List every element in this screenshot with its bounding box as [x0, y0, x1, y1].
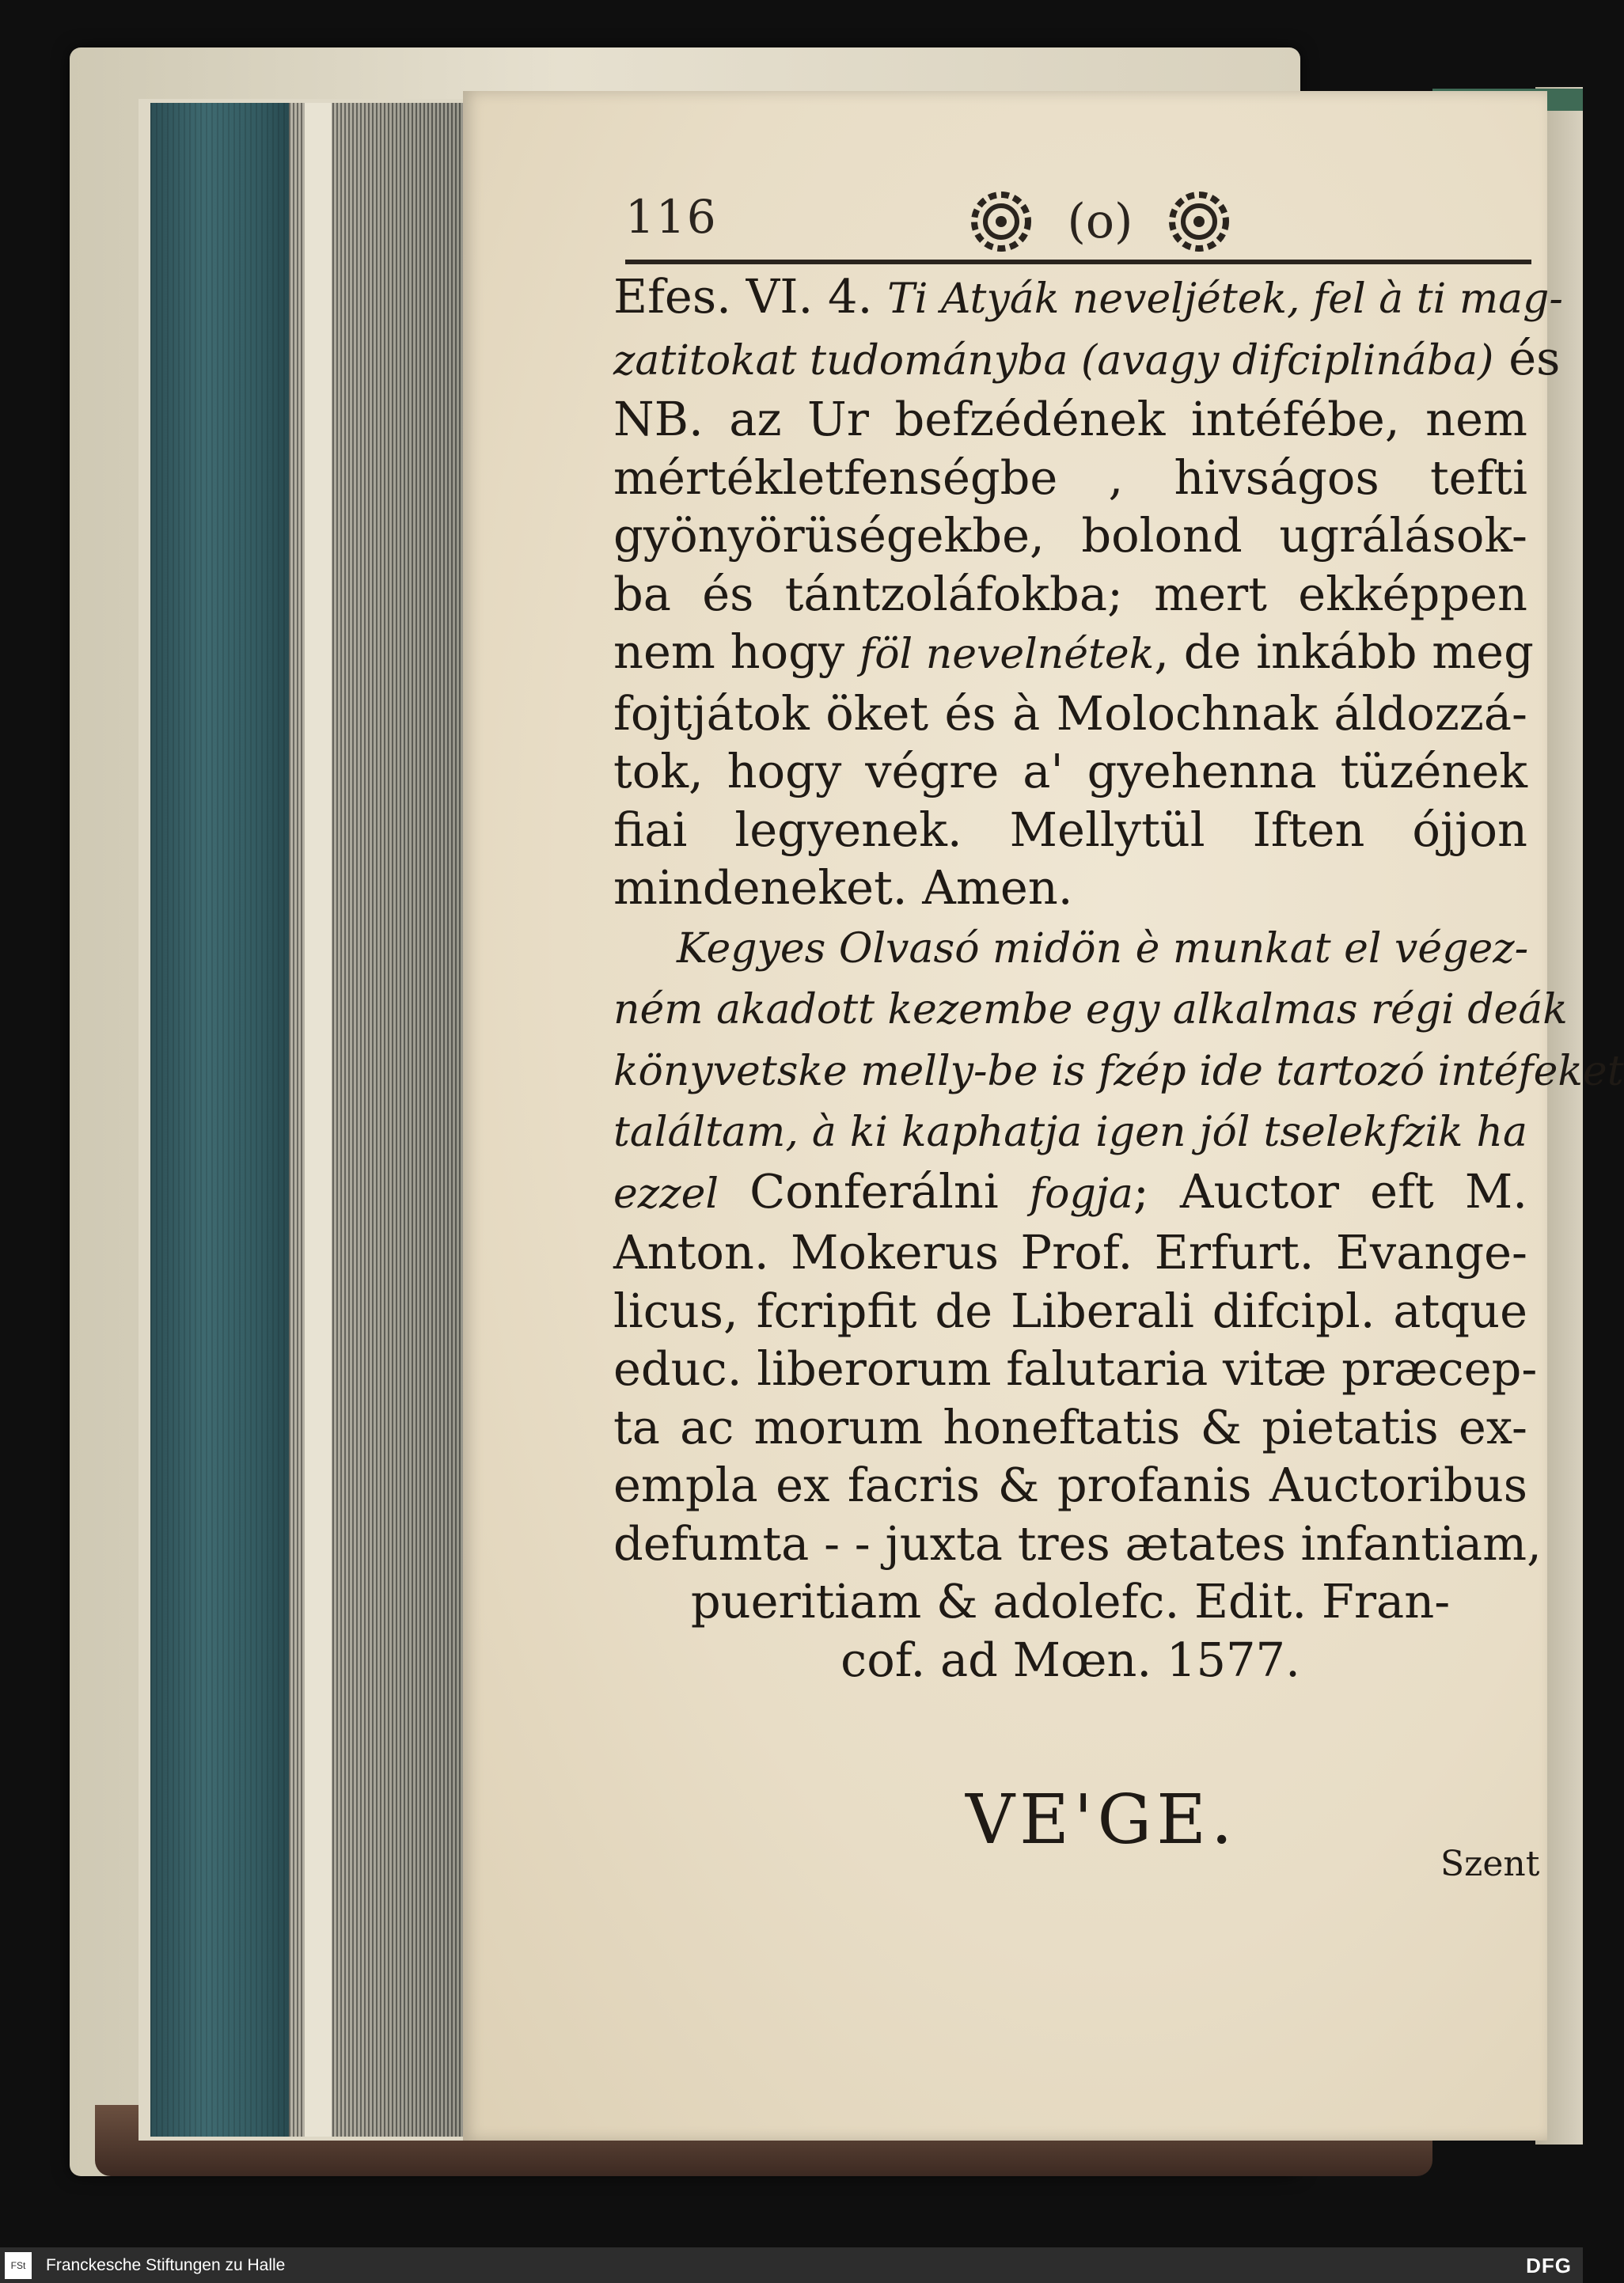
footer-bar [0, 2247, 1583, 2283]
italic-text: zatitokat tudományba (avagy difciplinába) [613, 336, 1494, 385]
italic-text: ném akadott kezembe egy alkalmas régi deák [613, 986, 1568, 1033]
roman-text: gyönyörüségekbe, bolond ugrálások- [613, 508, 1527, 563]
text-line [613, 1631, 1527, 1689]
text-line [613, 1040, 1624, 1102]
roman-text: educ. liberorum falutaria vitæ præcep- [613, 1341, 1538, 1396]
roman-text: nem hogy [613, 624, 859, 679]
italic-text: fogja [1029, 1170, 1133, 1218]
italic-text: föl nevelnétek [859, 631, 1155, 678]
text-line [613, 685, 1527, 743]
text-line [613, 859, 1527, 917]
text-line [613, 742, 1527, 801]
roman-text: Conferálni [718, 1163, 1030, 1219]
roman-text: mértékletfenségbe , hivságos tefti [613, 449, 1527, 505]
page-number: 116 [625, 190, 718, 244]
text-line [613, 1282, 1527, 1341]
text-line [613, 1162, 1527, 1224]
italic-text: Kegyes Olvasó midön è munkat el végez- [677, 924, 1529, 973]
roman-text: pueritiam & adolefc. Edit. Fran- [690, 1574, 1451, 1629]
roman-text: cof. ad Mœn. 1577. [840, 1632, 1300, 1687]
roman-text: tok, hogy végre a' gyehenna tüzének [613, 744, 1527, 798]
text-line [613, 506, 1527, 565]
text-line [613, 565, 1527, 624]
text-line [613, 917, 1527, 979]
end-title: VE'GE. [966, 1781, 1238, 1860]
italic-text: ezzel [613, 1170, 719, 1218]
text-line [613, 1515, 1542, 1573]
roman-text: ; Auctor eft M. [1133, 1163, 1527, 1219]
roman-text: empla ex facris & profanis Auctoribus [613, 1458, 1527, 1512]
institution-logo: FSt [5, 2252, 32, 2279]
header-rule [625, 260, 1531, 264]
roman-text: mindeneket. Amen. [613, 860, 1073, 915]
roman-text: Efes. VI. 4. [613, 269, 888, 324]
roman-text: és [1493, 330, 1561, 385]
catchword: Szent [1440, 1844, 1540, 1884]
italic-text: könyvetske melly-be is fzép ide tartozó intéfeket [613, 1047, 1624, 1095]
text-line [613, 978, 1568, 1040]
italic-text: találtam, à ki kaphatja igen jól tselekfzik ha [613, 1109, 1527, 1156]
roman-text: fojtjátok öket és à Molochnak áldozzá- [613, 685, 1527, 741]
italic-text: Ti Atyák neveljétek, fel à ti mag- [887, 275, 1563, 323]
rosette-icon [969, 190, 1033, 253]
roman-text: defumta - - juxta tres ætates infantiam, [613, 1515, 1542, 1571]
roman-text: NB. az Ur befzédének intéfébe, nem [613, 392, 1527, 446]
text-line [613, 801, 1527, 859]
sponsor-logo: DFG [1526, 2254, 1572, 2277]
roman-text: fiai legyenek. Mellytül Iften ójjon [613, 802, 1527, 857]
text-line [613, 267, 1563, 329]
text-line [613, 449, 1527, 507]
roman-text: Anton. Mokerus Prof. Erfurt. Evange- [613, 1225, 1527, 1280]
text-line [613, 390, 1527, 449]
colored-page-edges [150, 103, 289, 2137]
institution-name: Franckesche Stiftungen zu Halle [46, 2256, 286, 2274]
ornament-center: (o) [1067, 194, 1133, 249]
roman-text: licus, fcripfit de Liberali difcipl. atque [613, 1283, 1527, 1338]
text-line [613, 1223, 1527, 1282]
text-line [613, 1456, 1527, 1515]
roman-text: ba és tántzoláfokba; mert ekképpen [613, 566, 1527, 621]
text-line [613, 1572, 1527, 1631]
roman-text: ta ac morum honeftatis & pietatis ex- [613, 1399, 1527, 1454]
text-line [613, 1398, 1527, 1457]
text-line [613, 329, 1561, 391]
text-line [613, 1340, 1538, 1398]
text-line [613, 623, 1534, 685]
body-text [613, 267, 1624, 1689]
page-edges [289, 103, 471, 2137]
header-ornament [969, 186, 1231, 257]
roman-text: , de inkább meg [1154, 624, 1534, 679]
rosette-icon [1167, 190, 1231, 253]
text-line [613, 1101, 1527, 1162]
